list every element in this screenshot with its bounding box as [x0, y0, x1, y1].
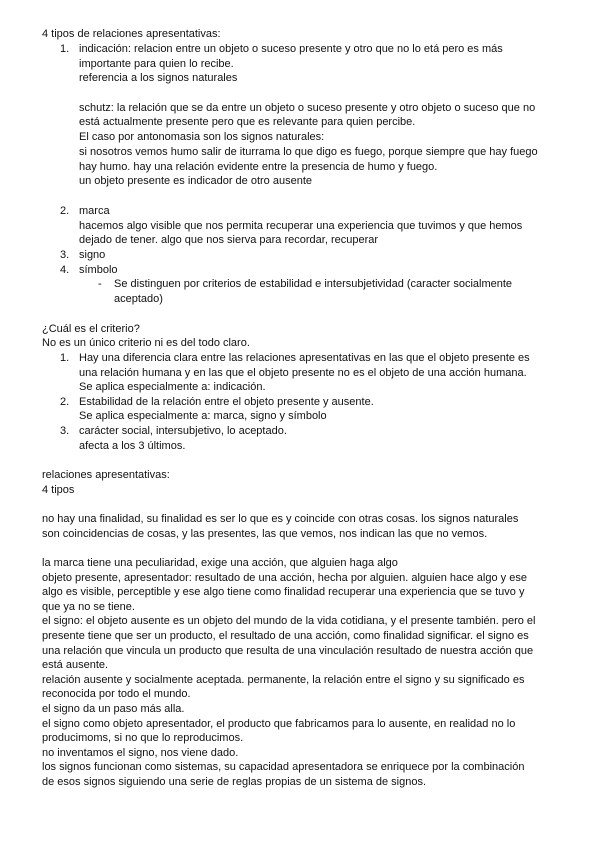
list-item-line: importante para quien lo recibe. [79, 58, 234, 70]
list-item-line: Estabilidad de la relación entre el objeto presente y ausente. [79, 396, 374, 408]
list-number: 3. [60, 249, 70, 261]
list-item-line: referencia a los signos naturales [79, 72, 238, 84]
list-item-line: una relación humana y en las que el objeto presente no es el objeto de una acción humana. [79, 367, 527, 379]
note-line: no inventamos el signo, nos viene dado. [42, 747, 239, 759]
note-line: presente tiene que ser un producto, el resultado de una acción, como finalidad significar. el signo es [42, 630, 529, 642]
heading: 4 tipos de relaciones apresentativas: [42, 28, 221, 40]
note-line: una relación que vincula un producto que resulta de una vinculación resultado de nuestra acción que [42, 645, 534, 657]
note-line: la marca tiene una peculiaridad, exige una acción, que alguien haga algo [42, 557, 398, 569]
note-line: los signos funcionan como sistemas, su capacidad apresentadora se enriquece por la combinación [42, 761, 525, 773]
list-item-line: hacemos algo visible que nos permita recuperar una experiencia que tuvimos y que hemos [79, 220, 523, 232]
list-item-line: schutz: la relación que se da entre un objeto o suceso presente y otro objeto o suceso que no [79, 102, 536, 114]
note-line: relación ausente y socialmente aceptada. permanente, la relación entre el signo y su significado es [42, 674, 525, 686]
list-item-line: El caso por antonomasia son los signos naturales: [79, 131, 325, 143]
sub-bullet-line: Se distinguen por criterios de estabilidad e intersubjetividad (caracter socialmente [114, 278, 513, 290]
summary-line: relaciones apresentativas: [42, 469, 170, 481]
list-number: 2. [60, 205, 70, 217]
criteria-intro: No es un único criterio ni es del todo claro. [42, 337, 250, 349]
sub-bullet-dash: - [98, 278, 102, 290]
note-line: el signo como objeto apresentador, el producto que fabricamos para lo ausente, en realidad no lo [42, 718, 516, 730]
list-item-line: afecta a los 3 últimos. [79, 440, 186, 452]
list-item-line: un objeto presente es indicador de otro ausente [79, 175, 312, 187]
list-item-line: símbolo [79, 264, 118, 276]
note-line: objeto presente, apresentador: resultado de una acción, hecha por alguien. alguien hace algo y ese [42, 572, 527, 584]
note-line: está ausente. [42, 659, 109, 671]
list-item-line: Se aplica especialmente a: marca, signo y símbolo [79, 410, 327, 422]
note-line: que ya no se tiene. [42, 601, 135, 613]
list-item-line: Se aplica especialmente a: indicación. [79, 381, 266, 393]
note-line: de esos signos siguiendo una serie de reglas propias de un sistema de signos. [42, 776, 427, 788]
list-item-line: indicación: relacion entre un objeto o suceso presente y otro que no lo etá pero es más [79, 43, 503, 55]
list-item-line: si nosotros vemos humo salir de iturrama lo que digo es fuego, porque siempre que hay fuego [79, 146, 538, 158]
list-item-line: carácter social, intersubjetivo, lo aceptado. [79, 425, 287, 437]
list-number: 3. [60, 425, 70, 437]
note-line: algo es visible, perceptible y ese algo tiene como finalidad recuperar una experiencia que se tuvo y [42, 586, 525, 598]
list-item-line: signo [79, 249, 106, 261]
list-number: 2. [60, 396, 70, 408]
list-number: 4. [60, 264, 70, 276]
list-item-line: está actualmente presente pero que es relevante para quien percibe. [79, 116, 416, 128]
list-item-line: Hay una diferencia clara entre las relaciones apresentativas en las que el objeto presente es [79, 352, 530, 364]
paragraph-line: son coincidencias de cosas, y las presentes, las que vemos, nos indican las que no vemos. [42, 528, 488, 540]
list-item-line: marca [79, 205, 110, 217]
criteria-question: ¿Cuál es el criterio? [42, 323, 140, 335]
list-number: 1. [60, 43, 70, 55]
paragraph-line: no hay una finalidad, su finalidad es ser lo que es y coincide con otras cosas. los signos naturales [42, 513, 519, 525]
summary-line: 4 tipos [42, 484, 75, 496]
note-line: producimoms, si no que lo reproducimos. [42, 732, 244, 744]
sub-bullet-line: aceptado) [114, 293, 163, 305]
note-line: el signo da un paso más alla. [42, 703, 185, 715]
note-line: el signo: el objeto ausente es un objeto del mundo de la vida cotidiana, y el presente también. pero el [42, 615, 536, 627]
list-number: 1. [60, 352, 70, 364]
list-item-line: dejado de tener. algo que nos sierva para recordar, recuperar [79, 234, 379, 246]
list-item-line: hay humo. hay una relación evidente entre la presencia de humo y fuego. [79, 161, 438, 173]
note-line: reconocida por todo el mundo. [42, 688, 191, 700]
